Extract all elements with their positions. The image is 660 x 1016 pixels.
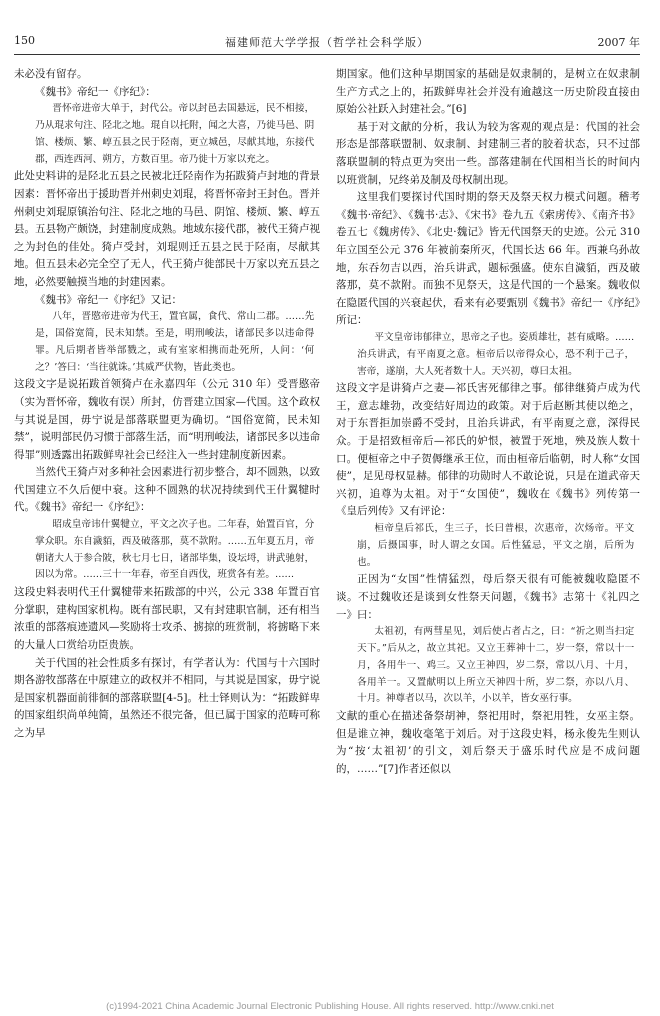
paragraph: 关于代国的社会性质多有探讨，有学者认为：代国与十六国时期各游牧部落在中原建立的政权并不相同，与其说是国家，毋宁说是国家机器面前徘徊的部落联盟[4-5]。杜士铎则认为：“拓跋鲜卑的国家组织尚单纯简，虽然还不很完备，但已属于国家的范畴可称之为早 <box>14 656 320 739</box>
paragraph: 此处史料讲的是陉北五县之民被北迁陉南作为拓跋猗卢封地的背景因素：晋怀帝出于援助晋并州刺史刘琨，将晋怀帝封王封色。晋并州刺史刘琨原镇治句注、陉北之地的马邑、阴馆、楼烦、繁、崞五县。五县物产颇饶，封建制度成熟。地域东接代郡，被代王猗卢视之为封色的佳处。猗卢受封，刘琨则迁五县之民于陉南，尽献其地。但五县未必完全空了无人，代王猗卢徙部民十万家以充五县之地，必然要触摸当地的封建因素。 <box>14 170 320 288</box>
copyright-watermark: (c)1994-2021 China Academic Journal Electronic Publishing House. All rights reserved. http://www.cnki.net <box>106 1001 554 1012</box>
paragraph: 期国家。他们这种早期国家的基础是奴隶制的，是树立在奴隶制生产方式之上的，拓跋鲜卑社会并没有逾越这一历史阶段直接由原始公社跃入封建社会。”[6] <box>336 68 640 116</box>
page-header <box>14 34 640 52</box>
header-rule <box>14 54 640 55</box>
right-column <box>336 66 640 1002</box>
paragraph: 《魏书》帝纪一《序纪》又记： <box>35 293 182 306</box>
paragraph: 基于对文献的分析，我认为较为客观的观点是：代国的社会形态是部落联盟制、奴隶制、封建制三者的胶着状态，只不过部落联盟制的特点更为突出一些。部落建制在代国相当长的时间内以班赏制，兄终弟及制及母权制出现。 <box>336 120 640 186</box>
paragraph: 未必没有留存。 <box>14 68 88 80</box>
paragraph: 这段文字是说拓跋首领猗卢在永嘉四年（公元 310 年）受晋愍帝（实为晋怀帝，魏收有误）所封，仿晋建立国家—代国。这个政权与其说是国，毋宁说是部落联盟更为确切。“国俗宽简，民未知禁”，说明部民仍习惯于部落生活，而“明刑峻法，诸部民多以违命得罪”则透露出拓跋鲜卑社会已经注入一些封建制度新因素。 <box>14 378 320 461</box>
quotation-block: 晋怀帝进帝大单于，封代公。帝以封邑去国悬远，民不相接，乃从琨求句注、陉北之地。琨自以托附，闻之大喜，乃徙马邑、阴馆、楼烦、繁、崞五县之民于陉南，更立城邑，尽献其地，东接代郡，西连西河、朔方，方数百里。帝乃徙十万家以充之。 <box>35 103 315 165</box>
quotation-block: 昭成皇帝讳什翼犍立，平文之次子也。二年春，始置百官，分掌众职。东自濊貊，西及破落那，莫不款附。……五年夏五月，帝朝诸大人于参合陂，秋七月七日，诸部毕集，设坛埒，讲武驰射，因以为常。……三十一年春，帝至自西伐，班赏各有差。…… <box>35 519 315 581</box>
journal-title: 福建师范大学学报（哲学社会科学版） <box>225 36 429 49</box>
paragraph: 这段史料表明代王什翼犍带来拓跋部的中兴，公元 338 年置百官分掌职，建构国家机构。既有部民职，又有封建职官制，还有相当浓重的部落痕迹遗风—奖励将士攻杀、掳掠的班赏制，将掳略下来的大量人口赏给功臣贵族。 <box>14 586 320 652</box>
left-column <box>14 66 320 1002</box>
quotation-block: 太祖初，有两彗星见，刘后使占者占之，曰：“祈之则当扫定天下。”后从之，故立其祀。又立王葬神十二，岁一祭，常以十一月，各用牛一、鸡三。又立王神四，岁二祭，常以八月、十月，各用羊一。又置献明以上所立天神四十所，岁二祭，亦以八月、十月。神尊者以马，次以羊，小以羊，皆女巫行事。 <box>357 626 635 705</box>
issue-year: 2007 年 <box>597 36 640 49</box>
paragraph: 《魏书》帝纪一《序纪》： <box>35 85 156 98</box>
page-number: 150 <box>14 34 35 47</box>
quotation-block: 平文皇帝讳郁律立，思帝之子也。姿质雄壮，甚有威略。……治兵讲武，有平南夏之意。桓帝后以帝得众心，恐不利于己子，害帝，遂崩，大人死者数十人。天兴初，尊曰太祖。 <box>357 331 635 377</box>
quotation-block: 八年，晋愍帝进帝为代王，置官属，食代、常山二郡。……先是，国俗宽简，民未知禁。至是，明刑峻法，诸部民多以违命得罪。凡后期者皆举部戮之，或有室家相携而赴死所，人问：‘何之？’答曰：‘当往就诛。’其威严伏物，皆此类也。 <box>35 311 315 373</box>
paragraph: 这段文字是讲猗卢之妻—祁氏害死郁律之事。郁律继猗卢成为代王，意志雄勃，改变结好周边的政策。对于后赵断其使以绝之，对于东晋拒加崇爵不受封，且治兵讲武，有平南夏之意，深得民众。于是招致桓帝后—祁氏的妒恨，被置于死地，殃及族人数十口。便桓帝之中子贺傉继承王位，而由桓帝后临朝，时人称“女国使”，足见母权显赫。郁律的功勋时人不敢论说，只是在道武帝天兴初，追尊为太祖。对于“女国使”，魏收在《魏书》列传第一《皇后列传》又有评论： <box>336 382 640 518</box>
paragraph: 这里我们要探讨代国时期的祭天及祭天权力模式问题。稽考《魏书·帝纪》、《魏书·志》、《宋书》卷九五《索虏传》、《南齐书》卷五七《魏虏传》、《北史·魏记》皆无代国祭天的史迹。公元 310 年立国至公元 376 年被前秦所灭，代国长达 66 年。西兼乌孙故地，东吞勿吉以西，治兵讲武，题标强盛。使东自濊貊，西及破落那，莫不款附。而独不见祭天，这是代国的一个悬案。魏收似在隐匿代国的兴衰起伏，看来有必要甄别《魏书》帝纪一《序纪》所记： <box>336 191 640 327</box>
paragraph: 正因为“女国”性情猛烈，母后祭天很有可能被魏收隐匿不谈。不过魏收还是谈到女性祭天问题，《魏书》志第十《礼四之一》曰： <box>336 573 640 621</box>
paragraph: 文献的重心在描述备祭胡神，祭祀用时，祭祀用牲，女巫主祭。但是谁立神，魏收毫笔于刘后。对于这段史料，杨永俊先生则认为“按‘太祖初’的引文，刘后祭天于盛乐时代应是不成问题的，……”[7]作者还似以 <box>336 710 640 775</box>
paragraph: 当然代王猗卢对多种社会因素进行初步整合，却不圆熟，以致代国建立不久后便中衰。这种不圆熟的状况持续到代王什翼犍时代。《魏书》帝纪一《序纪》： <box>14 466 320 514</box>
quotation-block: 桓帝皇后祁氏，生三子，长曰普根，次惠帝，次炀帝。平文崩，后摄国事，时人谓之女国。后性猛忌，平文之崩，后所为也。 <box>357 523 635 568</box>
